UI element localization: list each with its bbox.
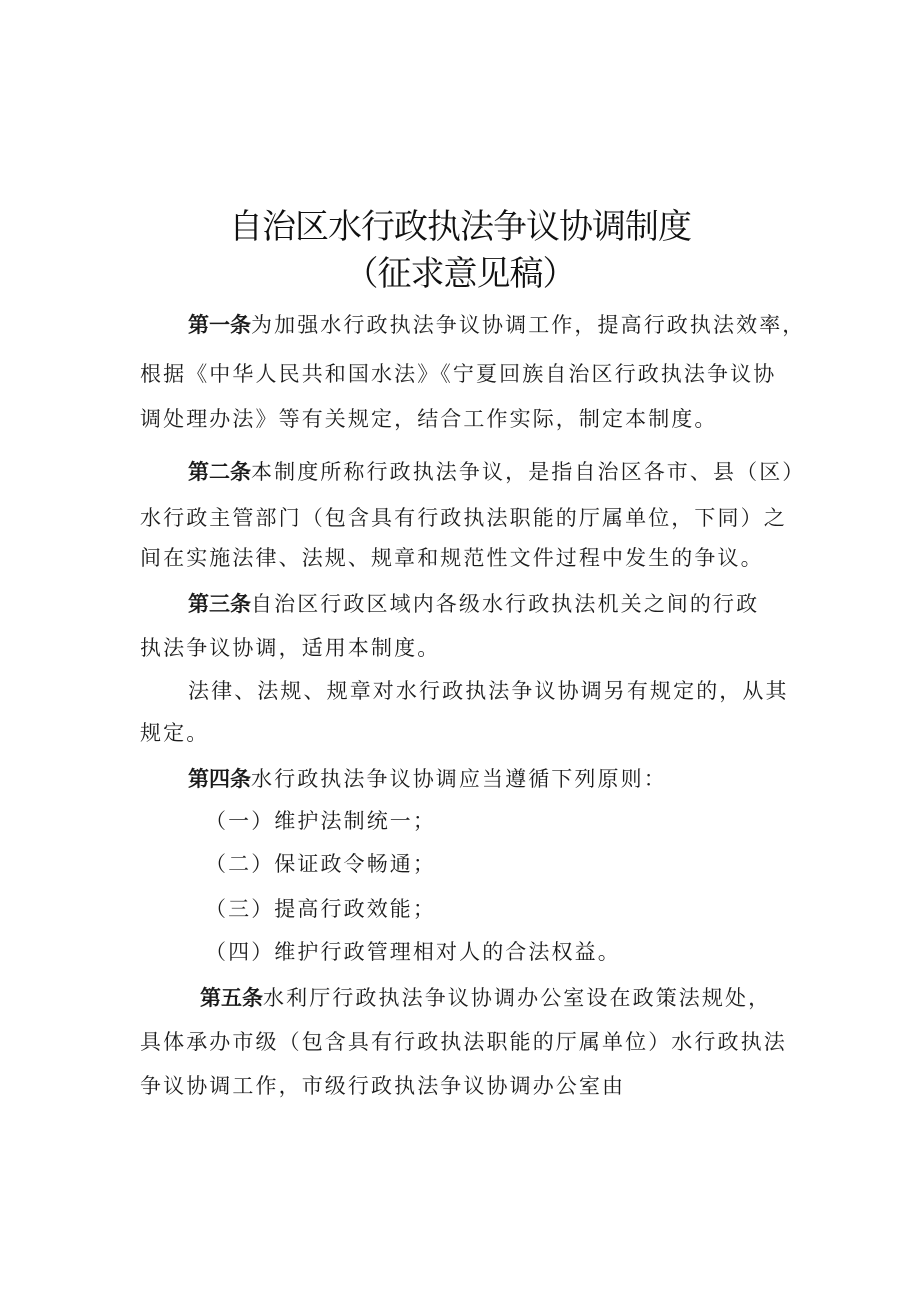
article-5-line-2: 具体承办市级（包含具有行政执法职能的厅属单位）水行政执法: [140, 1030, 787, 1054]
article-1-line-1: 第一条为加强水行政执法争议协调工作，提高行政执法效率，: [188, 313, 806, 337]
article-4-line-1: 第四条水行政执法争议协调应当遵循下列原则：: [188, 767, 667, 791]
principle-item-3: （三）提高行政效能；: [205, 897, 436, 921]
article-3-label: 第三条: [188, 592, 251, 616]
article-3-line-1: 第三条自治区行政区域内各级水行政执法机关之间的行政: [188, 592, 760, 616]
principle-item-2: （二）保证政令畅通；: [205, 852, 436, 876]
article-5-line-3: 争议协调工作，市级行政执法争议协调办公室由: [140, 1074, 626, 1098]
article-2-label: 第二条: [188, 460, 251, 484]
article-5-line-1: 第五条水利厅行政执法争议协调办公室设在政策法规处，: [200, 986, 772, 1010]
article-5-label: 第五条: [200, 986, 263, 1010]
article-1-label: 第一条: [188, 313, 251, 337]
document-subtitle: （征求意见稿）: [344, 254, 576, 294]
principle-item-4: （四）维护行政管理相对人的合法权益。: [205, 940, 621, 964]
article-2-line-2: 水行政主管部门（包含具有行政执法职能的厅属单位，下同）之: [140, 506, 787, 530]
article-3-line-2: 执法争议协调，适用本制度。: [140, 636, 441, 660]
article-1-line-3: 调处理办法》等有关规定，结合工作实际，制定本制度。: [140, 407, 718, 431]
principle-item-1: （一）维护法制统一；: [205, 809, 436, 833]
paragraph-line-1: 法律、法规、规章对水行政执法争议协调另有规定的，从其: [188, 679, 789, 703]
article-2-line-1: 第二条本制度所称行政执法争议，是指自治区各市、县（区）: [188, 460, 806, 484]
article-1-line-2: 根据《中华人民共和国水法》《宁夏回族自治区行政执法争议协: [140, 362, 777, 386]
document-title: 自治区水行政执法争议协调制度: [229, 207, 691, 247]
article-2-line-3: 间在实施法律、法规、规章和规范性文件过程中发生的争议。: [140, 546, 764, 570]
article-4-label: 第四条: [188, 767, 251, 791]
paragraph-line-2: 规定。: [140, 721, 210, 745]
